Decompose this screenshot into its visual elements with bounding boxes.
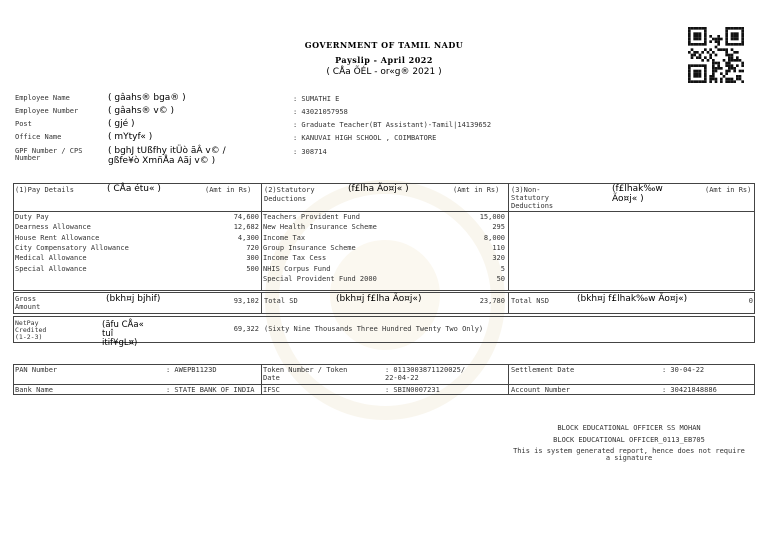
non-statutory-label: (3)Non- Statutory Deductions <box>511 186 554 210</box>
pay-item-amount: 720 <box>246 243 259 252</box>
total-nsd-label: Total NSD <box>511 297 549 305</box>
employee-field-value: : 43021057958 <box>293 108 348 116</box>
statutory-item-amount: 110 <box>492 243 505 252</box>
info-label: Token Number / Token Date <box>263 366 348 382</box>
pay-item-amount: 4,300 <box>237 233 259 242</box>
info-value: : 0113003871120025/ 22-04-22 <box>385 366 466 382</box>
statutory-item-name: Special Provident Fund 2000 <box>263 274 377 283</box>
pay-item-name: Dearness Allowance <box>15 223 91 232</box>
pay-item-name: Special Allowance <box>15 264 87 273</box>
header-payslip-title: Payslip - April 2022 <box>335 55 433 65</box>
total-nsd-amount: 0 <box>748 297 753 305</box>
pay-item-name: Medical Allowance <box>15 254 87 263</box>
employee-field-tamil: ( gâahs® v© ) <box>108 106 175 116</box>
info-value: : AWEPB1123D <box>166 366 217 374</box>
info-value: : STATE BANK OF INDIA <box>166 386 255 394</box>
total-sd-amount: 23,780 <box>479 297 505 305</box>
netpay-amount: 69,322 <box>233 325 259 333</box>
total-nsd-tamil: (bkh¤j f£lhak‰w Ão¤j«) <box>577 294 688 304</box>
system-generated-note: This is system generated report, hence does not require a signature <box>513 447 745 462</box>
employee-field-label: Office Name <box>15 133 62 141</box>
employee-field-value: : Graduate Teacher(BT Assistant)-Tamil|14139652 <box>293 121 492 129</box>
statutory-label: (2)Statutory Deductions <box>264 186 315 203</box>
info-value: : SBIN0007231 <box>385 386 440 394</box>
pay-item-amount: 500 <box>246 264 259 273</box>
info-label: PAN Number <box>15 366 58 374</box>
non-statutory-tamil: (f£lhak‰w Ão¤j« ) <box>612 184 663 204</box>
employee-field-value: : KANUVAI HIGH SCHOOL , COIMBATORE <box>293 134 437 142</box>
statutory-item-amount: 8,000 <box>483 233 505 242</box>
netpay-words: (Sixty Nine Thousands Three Hundred Twenty Two Only) <box>264 325 484 333</box>
info-label: Bank Name <box>15 386 53 394</box>
employee-field-tamil: ( gâahs® bga® ) <box>108 93 186 103</box>
employee-field-label: Employee Number <box>15 107 79 115</box>
netpay-label: NetPay Credited (1-2-3) <box>15 319 47 341</box>
total-sd-label: Total SD <box>264 297 298 305</box>
employee-field-tamil: ( mYtyf« ) <box>108 132 153 142</box>
pay-details-label: (1)Pay Details <box>15 186 75 194</box>
officer-code: BLOCK EDUCATIONAL OFFICER_0113_EB705 <box>553 436 705 444</box>
pay-amt-unit: (Amt in Rs) <box>205 186 252 194</box>
statutory-item-amount: 320 <box>492 254 505 263</box>
netpay-tamil: (ãfu CÅa« tuî itif¥gL¤) <box>102 320 144 348</box>
statutory-item-name: Income Tax Cess <box>263 254 327 263</box>
statutory-item-name: Teachers Provident Fund <box>263 213 360 221</box>
employee-field-tamil: ( gjé ) <box>108 119 135 129</box>
bank-info-table <box>13 364 755 395</box>
statutory-item-name: Group Insurance Scheme <box>263 243 356 252</box>
employee-field-value: : SUMATHI E <box>293 95 340 103</box>
stat-amt-unit: (Amt in Rs) <box>453 186 500 194</box>
pay-item-amount: 12,682 <box>233 223 259 232</box>
statutory-item-amount: 15,000 <box>479 213 505 221</box>
info-value: : 30421848886 <box>662 386 717 394</box>
info-label: Settlement Date <box>511 366 575 374</box>
employee-field-label: GPF Number / CPS Number <box>15 147 83 162</box>
pay-item-name: City Compensatory Allowance <box>15 243 129 252</box>
pay-item-name: Duty Pay <box>15 213 49 221</box>
statutory-item-amount: 5 <box>500 264 505 273</box>
header-tamil-title: ( CÅa ÕÉL - or«g® 2021 ) <box>326 67 442 77</box>
statutory-item-name: Income Tax <box>263 233 306 242</box>
statutory-tamil: (f£lha Ão¤j« ) <box>348 184 409 194</box>
info-label: Account Number <box>511 386 571 394</box>
nonstat-amt-unit: (Amt in Rs) <box>705 186 752 194</box>
statutory-item-amount: 50 <box>496 274 505 283</box>
header-government: GOVERNMENT OF TAMIL NADU <box>304 40 464 50</box>
pay-item-name: House Rent Allowance <box>15 233 100 242</box>
employee-field-label: Employee Name <box>15 94 70 102</box>
statutory-item-amount: 295 <box>492 223 505 232</box>
info-label: IFSC <box>263 386 280 394</box>
employee-field-tamil: ( bghJ tUßfhy itÜò ãÂ v© / gßfe¥ò XmñÅa Aãj v© ) <box>108 146 226 166</box>
gross-amount: 93,102 <box>233 297 259 305</box>
employee-field-value: : 308714 <box>293 148 327 156</box>
officer-name: BLOCK EDUCATIONAL OFFICER SS MOHAN <box>557 424 701 432</box>
statutory-item-name: NHIS Corpus Fund <box>263 264 331 273</box>
pay-item-amount: 74,600 <box>233 213 259 221</box>
info-value: : 30-04-22 <box>662 366 705 374</box>
gross-label: Gross Amount <box>15 295 41 311</box>
gross-tamil: (bkh¤j bjhif) <box>106 294 161 304</box>
total-sd-tamil: (bkh¤j f£lha Ão¤j«) <box>336 294 422 304</box>
employee-field-label: Post <box>15 120 32 128</box>
pay-details-tamil: ( CÅa étu« ) <box>107 184 161 194</box>
statutory-item-name: New Health Insurance Scheme <box>263 223 377 232</box>
pay-item-amount: 300 <box>246 254 259 263</box>
